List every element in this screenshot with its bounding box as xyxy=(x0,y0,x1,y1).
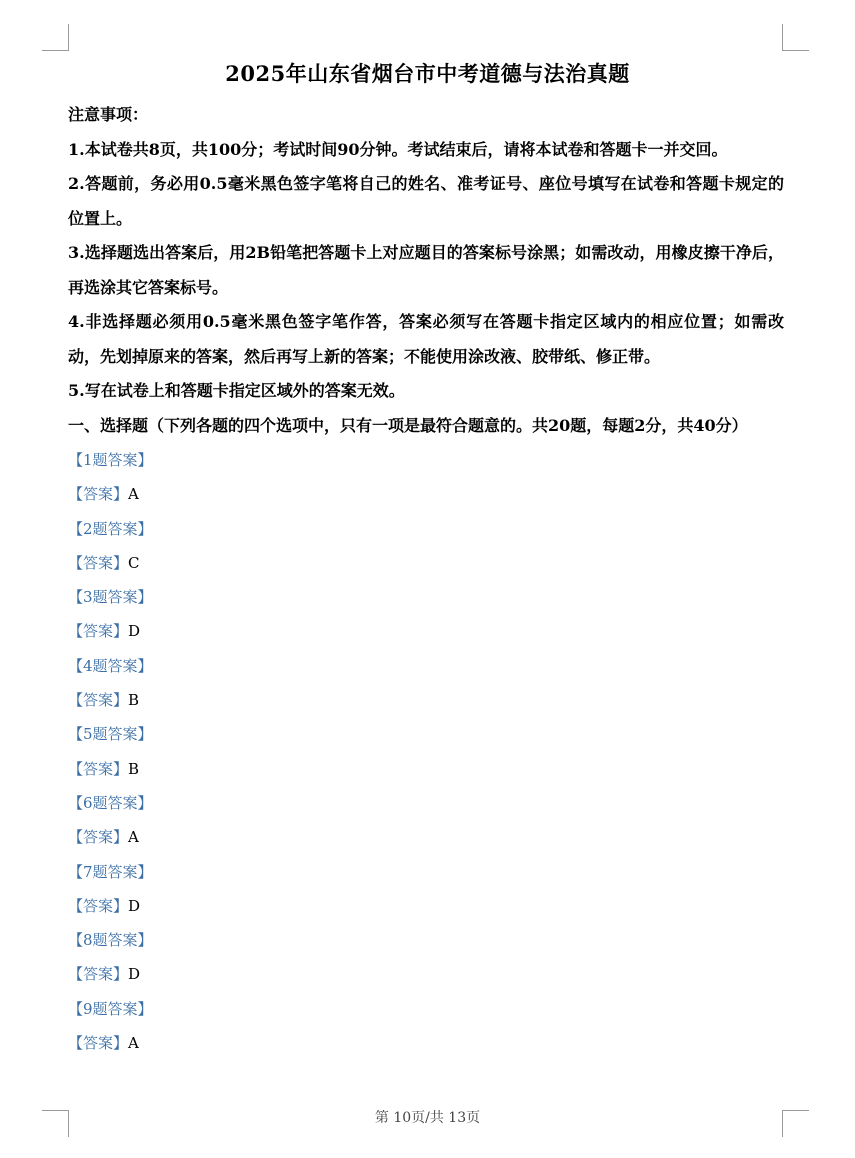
document-body xyxy=(68,98,784,1060)
answer-value: D xyxy=(128,622,141,641)
question-label: 【7题答案】 xyxy=(68,862,153,881)
notice-item: 2.答题前，务必用0.5毫米黑色签字笔将自己的姓名、准考证号、座位号填写在试卷和答题卡规定的位置上。 xyxy=(68,174,784,228)
notice-item: 4.非选择题必须用0.5毫米黑色签字笔作答，答案必须写在答题卡指定区域内的相应位置；如需改动，先划掉原来的答案，然后再写上新的答案；不能使用涂改液、胶带纸、修正带。 xyxy=(68,312,784,366)
page-footer: 第 10页/共 13页 xyxy=(374,1110,481,1126)
question-label: 【1题答案】 xyxy=(68,451,153,469)
answer-line xyxy=(68,1026,784,1060)
document-title: 2025年山东省烟台市中考道德与法治真题 xyxy=(225,61,630,86)
answer-tag: 【答案】 xyxy=(68,759,129,778)
question-label: 【4题答案】 xyxy=(68,656,153,675)
answer-line xyxy=(68,546,784,580)
answer-tag: 【答案】 xyxy=(68,1034,129,1053)
answer-value: A xyxy=(128,828,139,847)
answer-value: A xyxy=(128,485,139,504)
answer-tag: 【答案】 xyxy=(68,828,129,847)
answer-tag: 【答案】 xyxy=(68,965,129,984)
answer-tag: 【答案】 xyxy=(68,896,129,915)
answer-value: D xyxy=(128,896,141,915)
question-label: 【6题答案】 xyxy=(68,793,153,812)
answer-line xyxy=(68,752,784,786)
question-label: 【3题答案】 xyxy=(68,588,153,607)
answer-line xyxy=(68,614,784,648)
answer-tag: 【答案】 xyxy=(68,622,129,641)
answer-line xyxy=(68,820,784,854)
answer-tag: 【答案】 xyxy=(68,485,129,504)
question-label: 【5题答案】 xyxy=(68,725,153,744)
answer-line xyxy=(68,683,784,717)
notice-item: 5.写在试卷上和答题卡指定区域外的答案无效。 xyxy=(68,381,405,400)
crop-mark-top-right xyxy=(782,24,809,51)
question-label: 【8题答案】 xyxy=(68,931,153,950)
answer-tag: 【答案】 xyxy=(68,691,129,710)
answer-value: C xyxy=(128,553,140,572)
notice-heading: 注意事项： xyxy=(68,105,149,124)
answer-value: B xyxy=(128,691,140,710)
answer-line xyxy=(68,889,784,923)
answer-list xyxy=(68,443,784,1060)
section-heading: 一、选择题（下列各题的四个选项中，只有一项是最符合题意的。共20题，每题2分，共40分） xyxy=(68,415,748,435)
question-label: 【9题答案】 xyxy=(68,999,153,1018)
question-label: 【2题答案】 xyxy=(68,519,153,538)
crop-mark-top-left xyxy=(42,24,69,51)
answer-line xyxy=(68,957,784,991)
answer-value: A xyxy=(128,1034,139,1053)
notice-item: 3.选择题选出答案后，用2B铅笔把答题卡上对应题目的答案标号涂黑；如需改动，用橡皮擦干净后，再选涂其它答案标号。 xyxy=(68,243,784,297)
answer-value: B xyxy=(128,759,140,778)
answer-tag: 【答案】 xyxy=(68,553,129,572)
answer-line xyxy=(68,477,784,511)
answer-value: D xyxy=(128,965,141,984)
notice-item: 1.本试卷共8页，共100分；考试时间90分钟。考试结束后，请将本试卷和答题卡一并交回。 xyxy=(68,139,728,159)
